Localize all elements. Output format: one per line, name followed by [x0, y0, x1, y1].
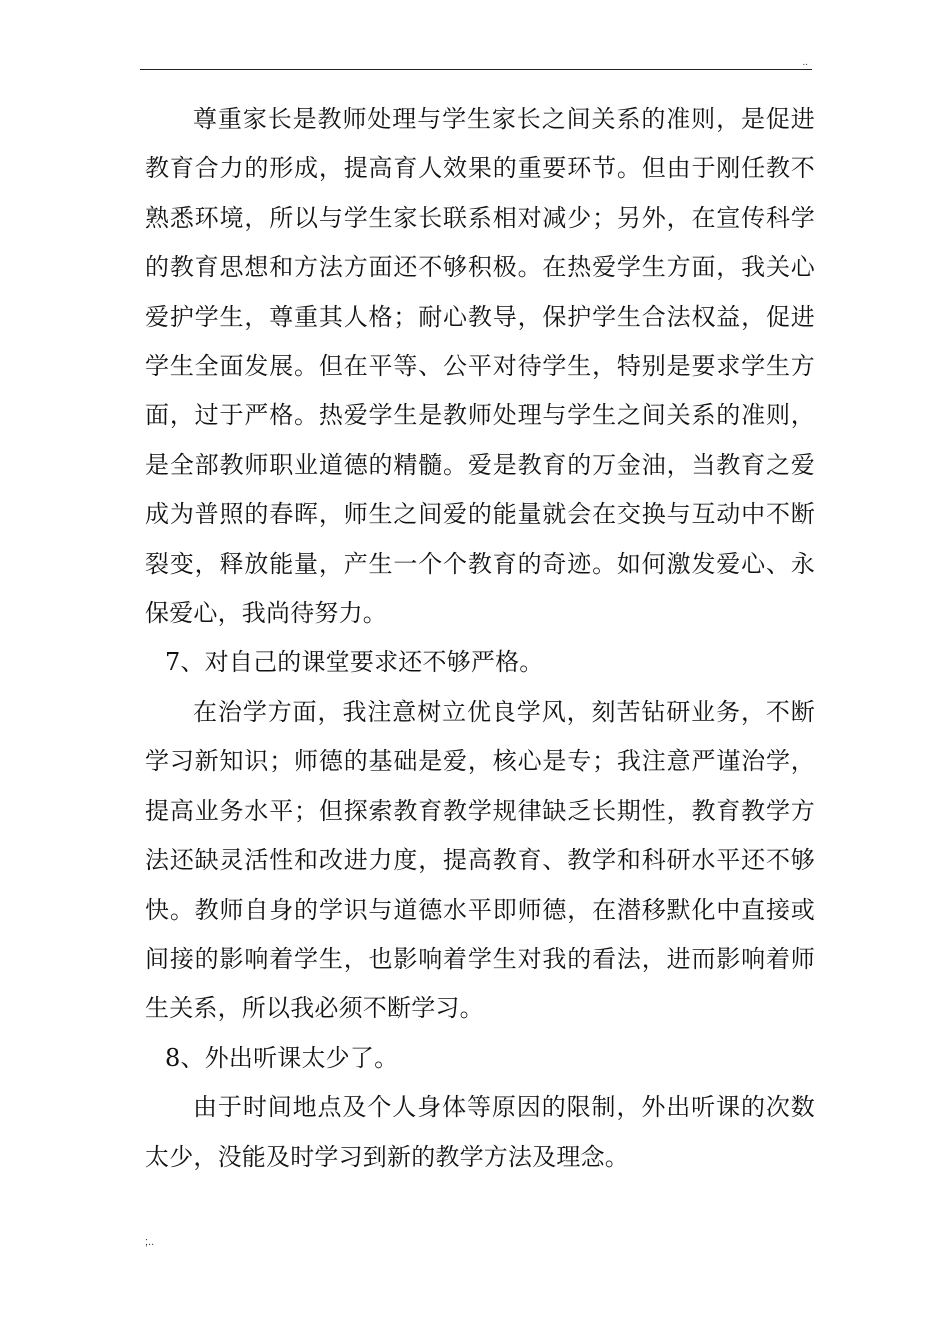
document-body — [145, 95, 815, 1182]
paragraph-respect-parents: 尊重家长是教师处理与学生家长之间关系的准则，是促进教育合力的形成，提高育人效果的重要环节。但由于刚任教不熟悉环境，所以与学生家长联系相对减少；另外，在宣传科学的教育思想和方法方面还不够积极。在热爱学生方面，我关心爱护学生，尊重其人格；耐心教导，保护学生合法权益，促进学生全面发展。但在平等、公平对待学生，特别是要求学生方面，过于严格。热爱学生是教师处理与学生之间关系的准则，是全部教师职业道德的精髓。爱是教育的万金油，当教育之爱成为普照的春晖，师生之间爱的能量就会在交换与互动中不断裂变，释放能量，产生一个个教育的奇迹。如何激发爱心、永保爱心，我尚待努力。 — [145, 105, 815, 628]
header-mark: .. — [802, 57, 808, 68]
paragraph-observation: 由于时间地点及个人身体等原因的限制，外出听课的次数太少，没能及时学习到新的教学方法及理念。 — [145, 1093, 815, 1171]
header-rule — [140, 69, 812, 70]
footer-mark: ;.. — [145, 1236, 155, 1248]
list-item-8: 8、外出听课太少了。 — [165, 1043, 399, 1072]
paragraph-scholarship: 在治学方面，我注意树立优良学风，刻苦钻研业务，不断学习新知识；师德的基础是爱，核心是专；我注意严谨治学，提高业务水平；但探索教育教学规律缺乏长期性，教育教学方法还缺灵活性和改进力度，提高教育、教学和科研水平还不够快。教师自身的学识与道德水平即师德，在潜移默化中直接或间接的影响着学生，也影响着学生对我的看法，进而影响着师生关系，所以我必须不断学习。 — [145, 697, 815, 1023]
list-item-7: 7、对自己的课堂要求还不够严格。 — [165, 648, 544, 677]
